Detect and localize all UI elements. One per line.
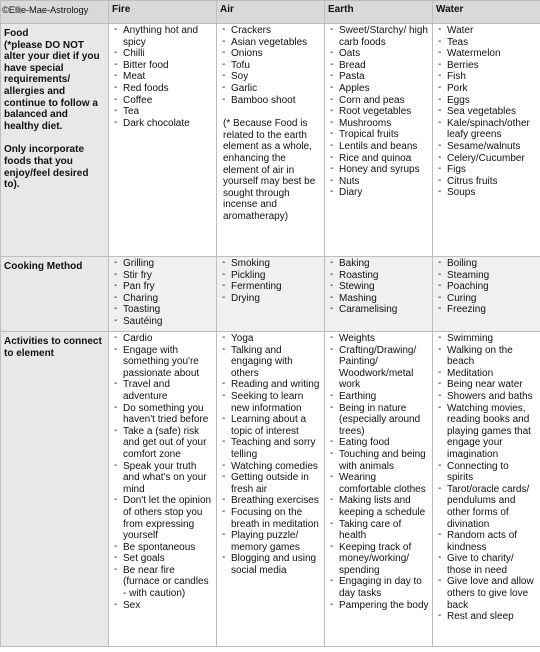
list-item: - Speak your truth and what's on your mind	[112, 461, 213, 496]
cooking-earth-list	[328, 258, 429, 316]
list-item: - Random acts of kindness	[436, 530, 537, 553]
activities-fire-cell	[109, 332, 217, 647]
list-item: - Citrus fruits	[436, 176, 537, 188]
row-header-activities	[1, 332, 109, 647]
activities-earth-cell	[325, 332, 433, 647]
food-fire-cell	[109, 24, 217, 257]
list-item: - Cardio	[112, 333, 213, 345]
list-item: - Tarot/oracle cards/ pendulums and other forms of divination	[436, 484, 537, 530]
food-air-list	[220, 25, 321, 106]
list-item: - Blogging and using social media	[220, 553, 321, 576]
list-item: - Meat	[112, 71, 213, 83]
list-item: - Celery/Cucumber	[436, 153, 537, 165]
list-item: - Fermenting	[220, 281, 321, 293]
list-item: - Watching comedies	[220, 461, 321, 473]
list-item: - Honey and syrups	[328, 164, 429, 176]
list-item: - Tropical fruits	[328, 129, 429, 141]
list-item: - Yoga	[220, 333, 321, 345]
list-item: - Give love and allow others to give love back	[436, 576, 537, 611]
list-item: - Apples	[328, 83, 429, 95]
list-item: - Walking on the beach	[436, 345, 537, 368]
list-item: - Corn and peas	[328, 95, 429, 107]
list-item: - Caramelising	[328, 304, 429, 316]
list-item: - Eating food	[328, 437, 429, 449]
list-item: - Taking care of health	[328, 519, 429, 542]
row-header-food	[1, 24, 109, 257]
column-header-air: Air	[217, 1, 325, 24]
list-item: - Keeping track of money/working/ spending	[328, 542, 429, 577]
list-item: - Mashing	[328, 293, 429, 305]
list-item: - Fish	[436, 71, 537, 83]
list-item: - Soups	[436, 187, 537, 199]
list-item: - Stewing	[328, 281, 429, 293]
list-item: - Being in nature (especially around trees)	[328, 403, 429, 438]
list-item: - Rest and sleep	[436, 611, 537, 623]
list-item: - Eggs	[436, 95, 537, 107]
food-fire-list	[112, 25, 213, 129]
list-item: - Figs	[436, 164, 537, 176]
list-item: - Pork	[436, 83, 537, 95]
cooking-row	[1, 257, 540, 332]
list-item: - Bamboo shoot	[220, 95, 321, 107]
food-row	[1, 24, 540, 257]
list-item: - Roasting	[328, 270, 429, 282]
list-item: - Root vegetables	[328, 106, 429, 118]
list-item: - Nuts	[328, 176, 429, 188]
list-item: - Talking and engaging with others	[220, 345, 321, 380]
activities-row	[1, 332, 540, 647]
food-enjoy-note: Only incorporate foods that you enjoy/feel desired to).	[4, 144, 89, 191]
list-item: - Set goals	[112, 553, 213, 565]
list-item: - Travel and adventure	[112, 379, 213, 402]
column-header-fire: Fire	[109, 1, 217, 24]
list-item: - Coffee	[112, 95, 213, 107]
list-item: - Teaching and sorry telling	[220, 437, 321, 460]
activities-air-cell	[217, 332, 325, 647]
food-water-list	[436, 25, 537, 199]
list-item: - Garlic	[220, 83, 321, 95]
list-item: - Pasta	[328, 71, 429, 83]
activities-earth-list	[328, 333, 429, 611]
list-item: - Soy	[220, 71, 321, 83]
row-header-cooking	[1, 257, 109, 332]
cooking-fire-cell	[109, 257, 217, 332]
list-item: - Crafting/Drawing/ Painting/ Woodwork/metal work	[328, 345, 429, 391]
list-item: - Breathing exercises	[220, 495, 321, 507]
cooking-water-cell	[433, 257, 540, 332]
list-item: - Meditation	[436, 368, 537, 380]
list-item: - Anything hot and spicy	[112, 25, 213, 48]
list-item: - Swimming	[436, 333, 537, 345]
header-row	[1, 1, 540, 24]
food-title: Food	[4, 28, 29, 39]
list-item: - Watermelon	[436, 48, 537, 60]
list-item: - Sex	[112, 600, 213, 612]
list-item: - Give to charity/ those in need	[436, 553, 537, 576]
list-item: - Diary	[328, 187, 429, 199]
list-item: - Bitter food	[112, 60, 213, 72]
food-diet-note: (*please DO NOT alter your diet if you have special requirements/ allergies and continue to follow a balanced and healthy diet.	[4, 39, 100, 132]
list-item: - Sesame/walnuts	[436, 141, 537, 153]
list-item: - Do something you haven't tried before	[112, 403, 213, 426]
list-item: - Engaging in day to day tasks	[328, 576, 429, 599]
list-item: - Curing	[436, 293, 537, 305]
list-item: - Showers and baths	[436, 391, 537, 403]
list-item: - Berries	[436, 60, 537, 72]
food-earth-list	[328, 25, 429, 199]
food-earth-cell	[325, 24, 433, 257]
list-item: - Asian vegetables	[220, 37, 321, 49]
list-item: - Sautéing	[112, 316, 213, 328]
list-item: - Lentils and beans	[328, 141, 429, 153]
list-item: - Oats	[328, 48, 429, 60]
list-item: - Mushrooms	[328, 118, 429, 130]
list-item: - Be spontaneous	[112, 542, 213, 554]
list-item: - Pampering the body	[328, 600, 429, 612]
list-item: - Red foods	[112, 83, 213, 95]
list-item: - Pan fry	[112, 281, 213, 293]
list-item: - Smoking	[220, 258, 321, 270]
list-item: - Chilli	[112, 48, 213, 60]
list-item: - Don't let the opinion of others stop you from expressing yourself	[112, 495, 213, 541]
list-item: - Rice and quinoa	[328, 153, 429, 165]
list-item: - Sweet/Starchy/ high carb foods	[328, 25, 429, 48]
activities-title: Activities to connect to element	[4, 336, 102, 359]
cooking-water-list	[436, 258, 537, 316]
list-item: - Teas	[436, 37, 537, 49]
list-item: - Tofu	[220, 60, 321, 72]
list-item: - Learning about a topic of interest	[220, 414, 321, 437]
list-item: - Watching movies, reading books and playing games that engage your imagination	[436, 403, 537, 461]
cooking-fire-list	[112, 258, 213, 328]
activities-fire-list	[112, 333, 213, 611]
list-item: - Take a (safe) risk and get out of your comfort zone	[112, 426, 213, 461]
list-item: - Engage with something you're passionate about	[112, 345, 213, 380]
list-item: - Be near fire (furnace or candles - with caution)	[112, 565, 213, 600]
list-item: - Tea	[112, 106, 213, 118]
activities-air-list	[220, 333, 321, 576]
list-item: - Reading and writing	[220, 379, 321, 391]
list-item: - Seeking to learn new information	[220, 391, 321, 414]
cooking-air-cell	[217, 257, 325, 332]
list-item: - Boiling	[436, 258, 537, 270]
list-item: - Dark chocolate	[112, 118, 213, 130]
list-item: - Pickling	[220, 270, 321, 282]
list-item: - Kale/spinach/other leafy greens	[436, 118, 537, 141]
food-water-cell	[433, 24, 540, 257]
list-item: - Crackers	[220, 25, 321, 37]
list-item: - Playing puzzle/ memory games	[220, 530, 321, 553]
copyright-label: ©Ellie-Mae-Astrology	[1, 1, 109, 24]
list-item: - Toasting	[112, 304, 213, 316]
list-item: - Freezing	[436, 304, 537, 316]
cooking-air-list	[220, 258, 321, 304]
list-item: - Making lists and keeping a schedule	[328, 495, 429, 518]
list-item: - Drying	[220, 293, 321, 305]
activities-water-cell	[433, 332, 540, 647]
list-item: - Focusing on the breath in meditation	[220, 507, 321, 530]
list-item: - Wearing comfortable clothes	[328, 472, 429, 495]
cooking-earth-cell	[325, 257, 433, 332]
list-item: - Onions	[220, 48, 321, 60]
air-food-note: (* Because Food is related to the earth element as a whole, enhancing the element of air in yourself may best be sought through incense and aromatherapy)	[223, 118, 316, 222]
column-header-earth: Earth	[325, 1, 433, 24]
list-item: - Touching and being with animals	[328, 449, 429, 472]
list-item: - Water	[436, 25, 537, 37]
activities-water-list	[436, 333, 537, 623]
list-item: - Being near water	[436, 379, 537, 391]
cooking-title: Cooking Method	[4, 261, 83, 272]
list-item: - Stir fry	[112, 270, 213, 282]
food-air-cell	[217, 24, 325, 257]
list-item: - Steaming	[436, 270, 537, 282]
list-item: - Poaching	[436, 281, 537, 293]
list-item: - Baking	[328, 258, 429, 270]
list-item: - Sea vegetables	[436, 106, 537, 118]
list-item: - Charing	[112, 293, 213, 305]
list-item: - Grilling	[112, 258, 213, 270]
column-header-water: Water	[433, 1, 540, 24]
list-item: - Earthing	[328, 391, 429, 403]
list-item: - Bread	[328, 60, 429, 72]
list-item: - Getting outside in fresh air	[220, 472, 321, 495]
list-item: - Weights	[328, 333, 429, 345]
list-item: - Connecting to spirits	[436, 461, 537, 484]
